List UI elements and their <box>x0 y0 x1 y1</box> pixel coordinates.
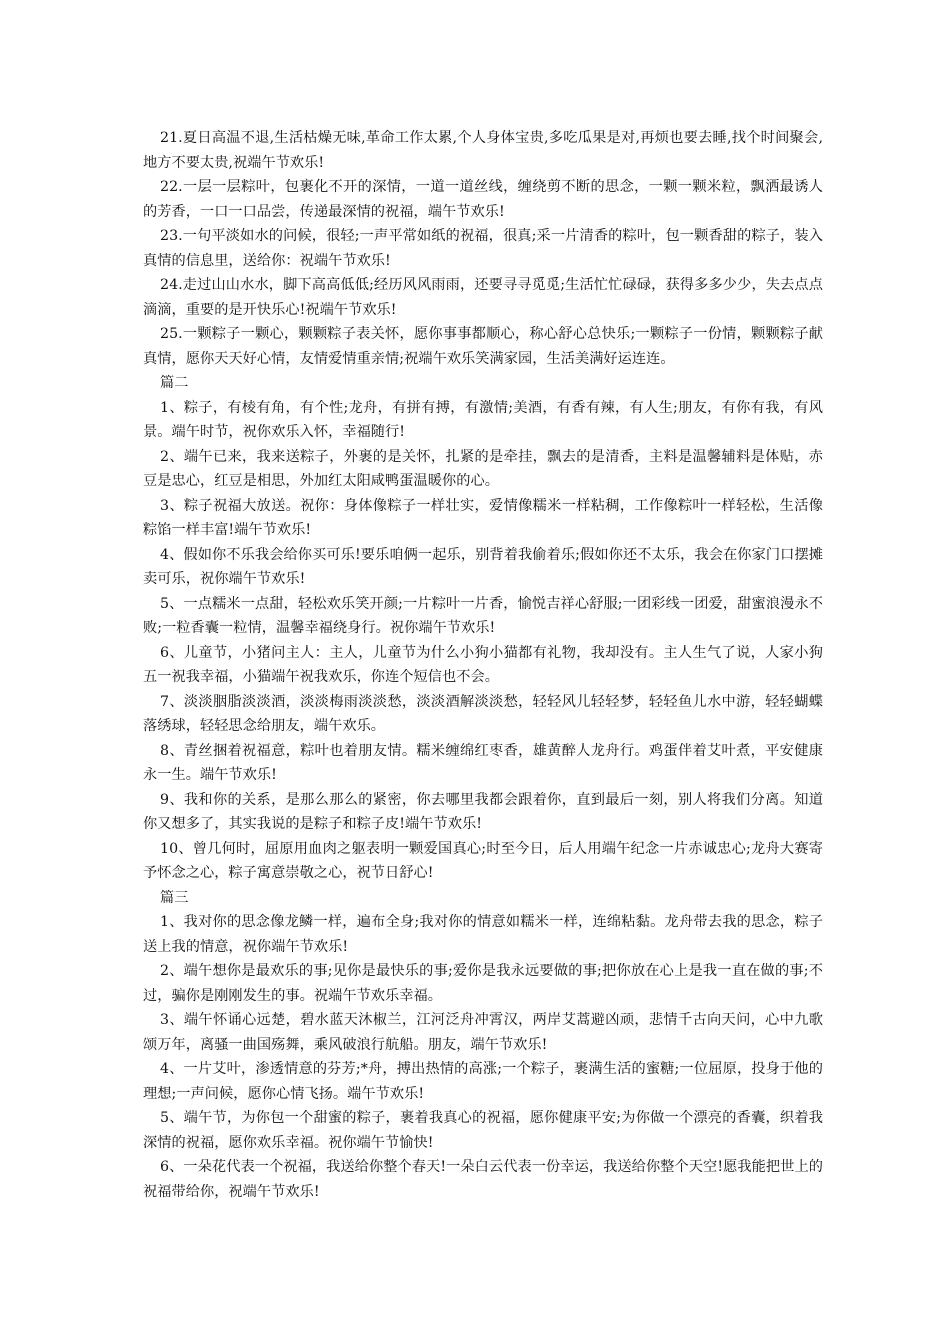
blessing-paragraph: 22.一层一层粽叶，包裹化不开的深情，一道一道丝线，缠绕剪不断的思念，一颗一颗米粒，飘洒最诱人的芳香，一口一口品尝，传递最深情的祝福，端午节欢乐! <box>143 179 823 220</box>
blessing-paragraph: 6、儿童节，小猪问主人：主人，儿童节为什么小狗小猫都有礼物，我却没有。主人生气了说，人家小狗五一祝我幸福，小猫端午祝我欢乐，你连个短信也不会。 <box>143 644 823 685</box>
blessing-paragraph: 3、端午怀诵心远楚，碧水蓝天沐椒兰，江河泛舟冲霄汉，两岸艾蒿避凶顽，悲情千古向天问，心中九歌颂万年，离骚一曲国殇舞，乘风破浪行航船。朋友，端午节欢乐! <box>143 1012 823 1053</box>
section-heading: 篇二 <box>160 375 189 391</box>
blessing-paragraph: 2、端午想你是最欢乐的事;见你是最快乐的事;爱你是我永远要做的事;把你放在心上是我一直在做的事;不过，骗你是刚刚发生的事。祝端午节欢乐幸福。 <box>143 963 823 1004</box>
blessing-paragraph: 9、我和你的关系，是那么那么的紧密，你去哪里我都会跟着你，直到最后一刻，别人将我们分离。知道你又想多了，其实我说的是粽子和粽子皮!端午节欢乐! <box>143 791 823 832</box>
blessing-paragraph: 5、一点糯米一点甜，轻松欢乐笑开颜;一片粽叶一片香，愉悦吉祥心舒服;一团彩线一团爱，甜蜜浪漫永不败;一粒香囊一粒情，温馨幸福绕身行。祝你端午节欢乐! <box>143 595 823 636</box>
blessing-paragraph: 24.走过山山水水，脚下高高低低;经历风风雨雨，还要寻寻觅觅;生活忙忙碌碌，获得多多少少，失去点点滴滴，重要的是开快乐心!祝端午节欢乐! <box>143 277 823 318</box>
blessing-paragraph: 1、我对你的思念像龙鳞一样，遍布全身;我对你的情意如糯米一样，连绵粘黏。龙舟带去我的思念，粽子送上我的情意，祝你端午节欢乐! <box>143 914 823 955</box>
blessing-paragraph: 3、粽子祝福大放送。祝你：身体像粽子一样壮实，爱情像糯米一样粘稠，工作像粽叶一样轻松，生活像粽馅一样丰富!端午节欢乐! <box>143 497 823 538</box>
blessing-paragraph: 6、一朵花代表一个祝福，我送给你整个春天!一朵白云代表一份幸运，我送给你整个天空!愿我能把世上的祝福带给你，祝端午节欢乐! <box>143 1159 823 1200</box>
blessing-paragraph: 1、粽子，有棱有角，有个性;龙舟，有拼有搏，有激情;美酒，有香有辣，有人生;朋友，有你有我，有风景。端午时节，祝你欢乐入怀，幸福随行! <box>143 399 823 440</box>
blessing-paragraph: 23.一句平淡如水的问候，很轻;一声平常如纸的祝福，很真;采一片清香的粽叶，包一颗香甜的粽子，装入真情的信息里，送给你：祝端午节欢乐! <box>143 228 823 269</box>
blessing-paragraph: 21.夏日高温不退,生活枯燥无味,革命工作太累,个人身体宝贵,多吃瓜果是对,再烦也要去睡,找个时间聚会,地方不要太贵,祝端午节欢乐! <box>143 130 823 171</box>
blessing-paragraph: 2、端午已来，我来送粽子，外裹的是关怀，扎紧的是牵挂，飘去的是清香，主料是温馨辅料是体贴，赤豆是忠心，红豆是相思，外加红太阳咸鸭蛋温暖你的心。 <box>143 448 823 489</box>
document-body <box>143 126 823 1204</box>
blessing-paragraph: 7、淡淡胭脂淡淡酒，淡淡梅雨淡淡愁，淡淡酒解淡淡愁，轻轻风儿轻轻梦，轻轻鱼儿水中游，轻轻蝴蝶落绣球，轻轻思念给朋友，端午欢乐。 <box>143 693 823 734</box>
blessing-paragraph: 4、一片艾叶，渗透情意的芬芳;*舟，搏出热情的高涨;一个粽子，裹满生活的蜜糖;一位屈原，投身于他的理想;一声问候，愿你心情飞扬。端午节欢乐! <box>143 1061 823 1102</box>
blessing-paragraph: 5、端午节，为你包一个甜蜜的粽子，裹着我真心的祝福，愿你健康平安;为你做一个漂亮的香囊，织着我深情的祝福，愿你欢乐幸福。祝你端午节愉快! <box>143 1110 823 1151</box>
blessing-paragraph: 10、曾几何时，屈原用血肉之躯表明一颗爱国真心;时至今日，后人用端午纪念一片赤诚忠心;龙舟大赛寄予怀念之心，粽子寓意崇敬之心，祝节日舒心! <box>143 840 823 881</box>
blessing-paragraph: 25.一颗粽子一颗心，颗颗粽子表关怀，愿你事事都顺心，称心舒心总快乐;一颗粽子一份情，颗颗粽子献真情，愿你天天好心情，友情爱情重亲情;祝端午欢乐笑满家园，生活美满好运连连。 <box>143 326 823 367</box>
blessing-paragraph: 8、青丝捆着祝福意，粽叶也着朋友情。糯米缠绵红枣香，雄黄醉人龙舟行。鸡蛋伴着艾叶煮，平安健康永一生。端午节欢乐! <box>143 742 823 783</box>
section-heading: 篇三 <box>160 889 189 906</box>
blessing-paragraph: 4、假如你不乐我会给你买可乐!要乐咱俩一起乐，别背着我偷着乐;假如你还不太乐，我会在你家门口摆摊卖可乐，祝你端午节欢乐! <box>143 546 823 587</box>
